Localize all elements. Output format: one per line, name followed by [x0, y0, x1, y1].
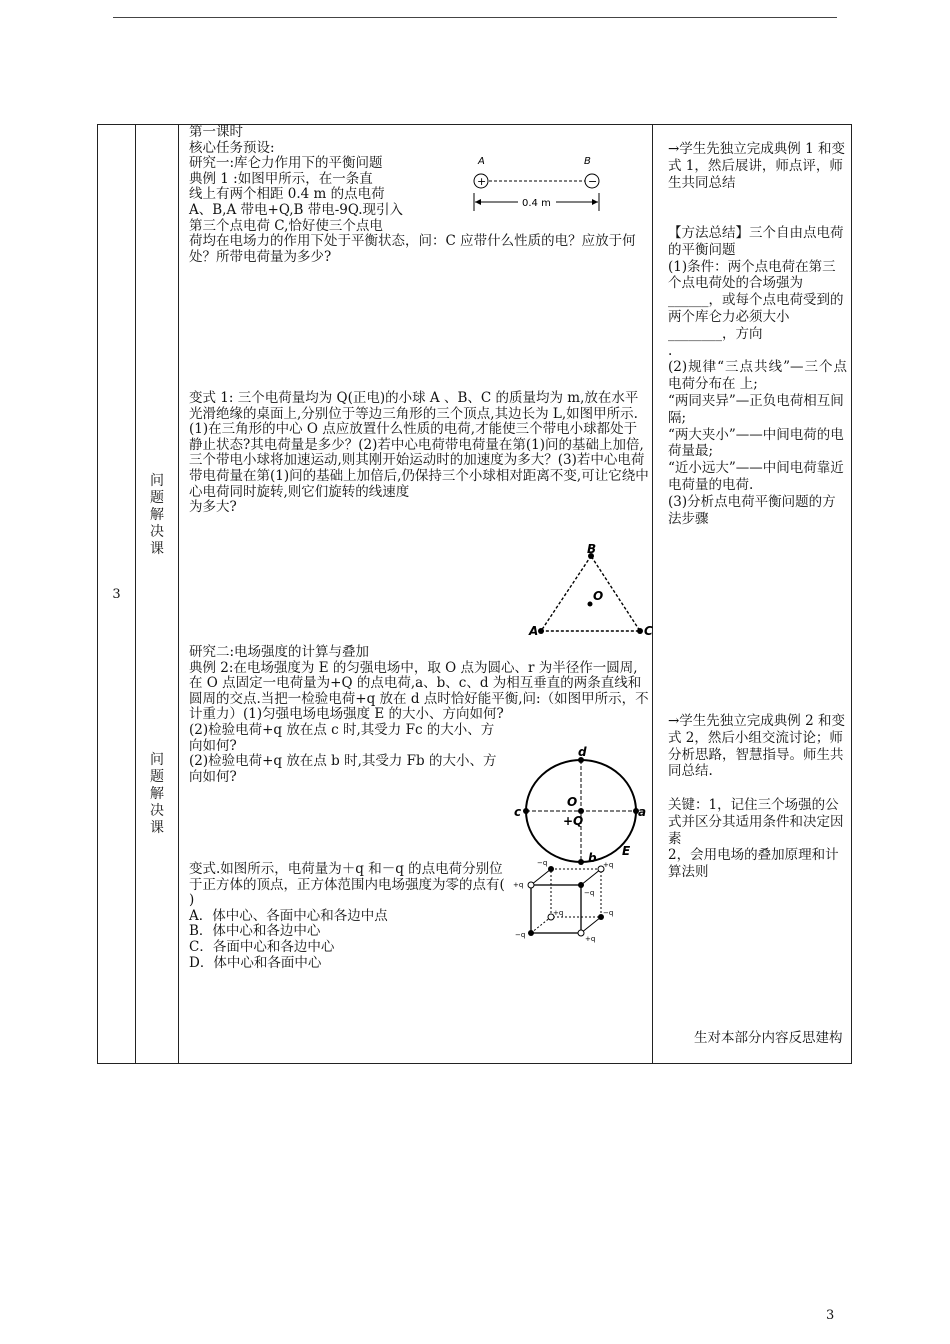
- fig1-label-a: A: [478, 156, 485, 167]
- stage-label: 问 题 解 决 课: [150, 752, 164, 836]
- point-c-dot: [523, 808, 529, 814]
- header-rule: [113, 17, 837, 18]
- study2-title: 研究二:电场强度的计算与叠加: [189, 644, 370, 660]
- vertex-dot: [578, 882, 584, 888]
- example1-line: 第三个点电荷 C,恰好使三个点电: [189, 217, 383, 234]
- teaching-note-2: →学生先独立完成典例 2 和变式 2，然后小组交流讨论；师分析思路，智慧指导。师生共同总结.: [668, 713, 845, 780]
- figure-cube: [509, 857, 614, 949]
- fig3-label-b: b: [588, 851, 597, 865]
- method-condition: (1)条件：两个点电荷在第三个点电荷处的合场强为______，或每个点电荷受到的两个库仑力必须大小________，方向: [668, 258, 844, 342]
- fig2-label-o: O: [593, 589, 604, 603]
- cube-charge-label: +q: [553, 909, 564, 917]
- fig2-label-c: C: [644, 624, 653, 638]
- vertex-dot: [578, 930, 584, 936]
- figure-triangle: [527, 542, 657, 638]
- activity-column: [182, 124, 653, 1063]
- arrow-right-icon: [592, 199, 598, 205]
- triangle-shape: [541, 556, 640, 631]
- option-c: C．各面中心和各边中心: [189, 938, 335, 955]
- variant1-tail: 为多大?: [189, 499, 237, 516]
- stage-label: 问 题 解 决 课: [150, 473, 164, 557]
- fig2-label-b: B: [587, 542, 597, 556]
- option-b: B．体中心和各边中心: [189, 923, 321, 940]
- teaching-note-1: →学生先独立完成典例 1 和变式 1，然后展讲，师点评，师生共同总结: [668, 141, 845, 191]
- method-dot: .: [668, 342, 673, 359]
- fig1-sign-b: −: [588, 175, 598, 188]
- row-number: 3: [112, 586, 121, 602]
- study1-title: 研究一:库仑力作用下的平衡问题: [189, 155, 383, 172]
- fig3-label-q: +Q: [563, 814, 584, 828]
- fig3-label-d: d: [578, 745, 587, 759]
- example2-text: 典例 2:在电场强度为 E 的匀强电场中，取 O 点为圆心、r 为半径作一圆周,在 O 点固定一电荷量为+Q 的点电荷,a、b、c、d 为相互垂直的两条直线和圆周的交点.当把一检验电荷+q 放在 d 点时恰好能平衡,问:（如图甲所示，不计重力）(1)匀强电场电场强度 E 的大小、方向如何?: [189, 659, 649, 723]
- column-divider: [135, 125, 136, 1063]
- core-task: 核心任务预设:: [189, 139, 275, 156]
- page-number: 3: [826, 1308, 835, 1323]
- key-point: 2，会用电场的叠加原理和计算法则: [668, 847, 839, 881]
- vertex-dot: [548, 866, 554, 872]
- figure-two-charges: [472, 153, 622, 215]
- fig2-label-a: A: [529, 624, 539, 638]
- example1-line: 线上有两个相距 0.4 m 的点电荷: [189, 186, 385, 203]
- arrow-left-icon: [475, 199, 481, 205]
- method-step: (3)分析点电荷平衡问题的方法步骤: [668, 493, 836, 527]
- fig1-distance: 0.4 m: [522, 198, 551, 209]
- vertex-dot: [528, 882, 534, 888]
- variant1-intro: 变式 1: 三个电荷量均为 Q(正电)的小球 A 、B、C 的质量均为 m,放在水平光滑绝缘的桌面上,分别位于等边三角形的三个顶点,其边长为 L,如图甲所示.: [189, 390, 639, 422]
- example1-line: A、B,A 带电+Q,B 带电-9Q.现引入: [189, 201, 404, 218]
- figure-circle-field: [514, 745, 650, 868]
- vertex-c-dot: [637, 628, 643, 634]
- fig3-label-e: E: [622, 844, 631, 858]
- fig3-label-c: c: [514, 805, 522, 819]
- variant1-questions: (1)在三角形的中心 O 点应放置什么性质的电荷,才能使三个带电小球都处于静止状态?其电荷量是多少？(2)若中心电荷带电荷量在第(1)问的基础上加倍,三个带电小球将加速运动,则其刚开始运动时的加速度为多大？(3)若中心电荷带电荷量在第(1)问的基础上加倍后,仍保持三个小球相对距离不变,可让它绕中心电荷同时旋转,则它们旋转的线速度: [189, 421, 649, 500]
- method-rule: “两大夹小”——中间电荷的电荷量最;: [668, 426, 844, 460]
- fig3-label-a: a: [638, 805, 647, 819]
- variant2-question: 变式.如图所示，电荷量为＋q 和－q 的点电荷分别位于正方体的顶点，正方体范围内电场强度为零的点有( ): [189, 861, 505, 909]
- vertex-a-dot: [538, 628, 544, 634]
- method-rule: “近小远大”——中间电荷靠近电荷量的电荷.: [668, 460, 844, 493]
- lesson-table: [97, 124, 852, 1064]
- cube-charge-label: −q: [515, 931, 526, 939]
- example2-q3: (2)检验电荷+q 放在点 b 时,其受力 Fb 的大小、方向如何?: [189, 753, 497, 785]
- example1-line: 荷均在电场力的作用下处于平衡状态，问：C 应带什么性质的电？应放于何处？所带电荷量为多少?: [189, 233, 636, 265]
- cube-charge-label: −q: [603, 909, 614, 917]
- cube-edge: [581, 917, 601, 933]
- vertex-dot: [528, 930, 534, 936]
- cube-charge-label: +q: [585, 935, 596, 943]
- cube-edge: [581, 869, 601, 885]
- cube-charge-label: −q: [584, 889, 595, 897]
- cube-edge: [531, 917, 551, 933]
- example1-line: 典例 1 :如图甲所示，在一条直: [189, 170, 373, 187]
- fig1-sign-a: +: [477, 175, 487, 188]
- option-a: A．体中心、各面中心和各边中点: [189, 907, 388, 924]
- method-column: [661, 125, 847, 1063]
- key-point: 关键：1，记住三个场强的公式并区分其适用条件和决定因素: [668, 797, 844, 847]
- cube-charge-label: −q: [537, 859, 548, 867]
- fig1-label-b: B: [584, 156, 591, 167]
- method-title: 【方法总结】三个自由点电荷的平衡问题: [668, 225, 844, 258]
- cube-charge-label: +q: [603, 861, 614, 869]
- example2-q2: (2)检验电荷+q 放在点 c 时,其受力 Fc 的大小、方向如何?: [189, 721, 495, 754]
- center-o-dot: [588, 602, 593, 607]
- method-rule: “两同夹异”—正负电荷相互间隔;: [668, 392, 844, 426]
- cube-charge-label: +q: [513, 881, 524, 889]
- column-divider: [178, 125, 179, 1063]
- cube-edge: [531, 869, 551, 885]
- fig3-label-o: O: [567, 795, 578, 809]
- method-rule: (2)规律“三点共线”—三个点电荷分布在 上;: [668, 359, 847, 393]
- lesson-title: 第一课时: [189, 124, 243, 140]
- option-d: D．体中心和各面中心: [189, 954, 322, 971]
- reflection-note: 生对本部分内容反思建构: [694, 1030, 843, 1046]
